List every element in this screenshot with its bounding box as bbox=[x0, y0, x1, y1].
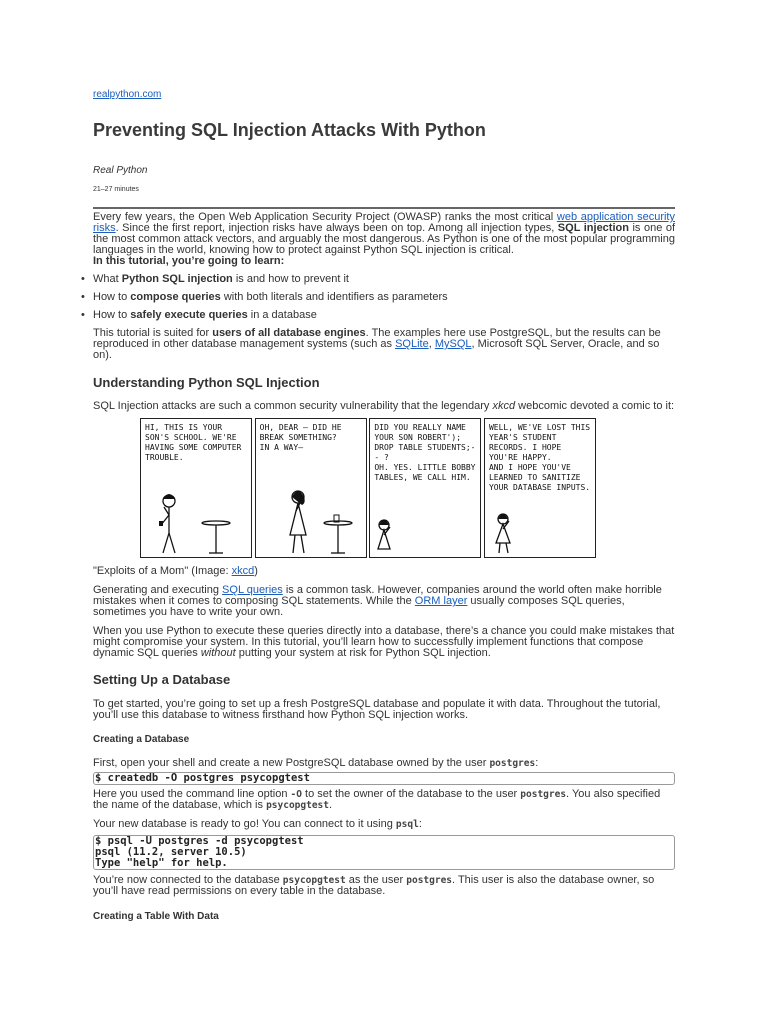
learn-heading: In this tutorial, you’re going to learn: bbox=[93, 255, 285, 267]
connected-paragraph bbox=[93, 875, 675, 897]
here-used-text: . bbox=[328, 799, 333, 811]
ready-text: : bbox=[418, 818, 422, 830]
mom-with-phone-icon bbox=[485, 477, 595, 557]
ready-paragraph bbox=[93, 819, 675, 830]
inline-code: psycopgtest bbox=[282, 875, 346, 886]
comic-panel-4 bbox=[484, 418, 596, 558]
learn-list bbox=[93, 274, 675, 321]
list-item-bold: Python SQL injection bbox=[121, 273, 233, 285]
intro-text-2: . Since the first report, injection risks have always been on top. Among all injection types, bbox=[115, 222, 558, 234]
connected-text: as the user bbox=[345, 874, 407, 886]
inline-code: psycopgtest bbox=[266, 800, 329, 811]
suited-text: This tutorial is suited for bbox=[93, 327, 213, 339]
list-item-text: is and how to prevent it bbox=[232, 273, 349, 285]
intro-text-3: is one of the most common attack vectors, and arguably the most dangerous. As Python is one of the most popular programming languages in the world, knowing how to protect against Python SQL injection is critical. bbox=[93, 222, 676, 256]
list-item-bold: compose queries bbox=[130, 291, 221, 303]
when-python-paragraph bbox=[93, 626, 675, 659]
section-heading-understanding: Understanding Python SQL Injection bbox=[93, 375, 320, 390]
code-line: $ psql -U postgres -d psycopgtest bbox=[95, 835, 304, 847]
code-line: Type "help" for help. bbox=[95, 857, 228, 869]
when-python-text: When you use Python to execute these queries directly into a database, there’s a chance you could make mistakes that might compromise your system. In this tutorial, you’ll learn how to successfully implement functions that compose dynamic SQL queries bbox=[93, 625, 675, 659]
web-app-security-risks-link[interactable]: web application security risks bbox=[93, 211, 675, 234]
list-item bbox=[93, 292, 675, 303]
suited-text: , Microsoft SQL Server, Oracle, and so on). bbox=[93, 338, 660, 361]
inline-code: psql bbox=[395, 819, 419, 830]
mysql-link[interactable]: MySQL bbox=[434, 338, 472, 350]
connected-text: . This user is also the database owner, so you’ll have read permissions on every table in the database. bbox=[93, 874, 655, 897]
here-used-text: Here you used the command line option bbox=[93, 788, 291, 800]
list-item bbox=[93, 274, 675, 285]
first-open-paragraph bbox=[93, 758, 675, 769]
stick-figure-at-table-icon bbox=[141, 477, 251, 557]
comic-intro-text: SQL Injection attacks are such a common security vulnerability that the legendary bbox=[93, 400, 493, 412]
generating-paragraph bbox=[93, 585, 675, 618]
xkcd-comic bbox=[140, 418, 596, 562]
list-item-text: What bbox=[93, 273, 122, 285]
xkcd-italic: xkcd bbox=[492, 400, 516, 412]
list-item-text: in a database bbox=[247, 309, 317, 321]
intro-bold: SQL injection bbox=[557, 222, 629, 234]
generating-text: Generating and executing bbox=[93, 584, 223, 596]
sql-queries-link[interactable]: SQL queries bbox=[222, 584, 283, 596]
suited-paragraph bbox=[93, 328, 675, 361]
section-heading-setting-up: Setting Up a Database bbox=[93, 672, 231, 687]
mom-on-phone-icon bbox=[256, 477, 366, 557]
inline-code: -O bbox=[290, 789, 302, 800]
generating-text: is a common task. However, companies around the world often make horrible mistakes when it comes to composing SQL statements. While the bbox=[93, 584, 662, 607]
suited-text: . The examples here use PostgreSQL, but the results can be reproduced in other database management systems (such as bbox=[93, 327, 661, 350]
list-item-text: How to bbox=[93, 291, 131, 303]
when-python-text: putting your system at risk for Python SQL injection. bbox=[235, 647, 491, 659]
first-open-text: : bbox=[535, 757, 539, 769]
intro-paragraph bbox=[93, 212, 675, 256]
comic-panel-text: WELL, WE'VE LOST THIS YEAR'S STUDENT RECORDS. I HOPE YOU'RE HAPPY. AND I HOPE YOU'VE LEARNED TO SANITIZE YOUR DATABASE INPUTS. bbox=[488, 423, 591, 492]
inline-code: postgres bbox=[406, 875, 453, 886]
ready-text: Your new database is ready to go! You can connect to it using bbox=[93, 818, 396, 830]
connected-text: You’re now connected to the database bbox=[93, 874, 283, 886]
comic-intro-text: webcomic devoted a comic to it: bbox=[515, 400, 675, 412]
article-body bbox=[93, 212, 675, 922]
article-title: Preventing SQL Injection Attacks With Python bbox=[93, 120, 486, 140]
author: Real Python bbox=[93, 165, 148, 176]
get-started-paragraph: To get started, you’re going to set up a fresh PostgreSQL database and populate it with data. Throughout the tutorial, you’ll use this database to witness firsthand how Python SQL injection works. bbox=[93, 698, 661, 721]
sqlite-link[interactable]: SQLite bbox=[395, 338, 429, 350]
code-line: psql (11.2, server 10.5) bbox=[95, 846, 247, 858]
comic-panel-text: OH, DEAR – DID HE BREAK SOMETHING? IN A WAY– bbox=[259, 423, 342, 452]
here-used-text: to set the owner of the database to the user bbox=[301, 788, 521, 800]
comic-panel-text: DID YOU REALLY NAME YOUR SON ROBERT'); DROP TABLE STUDENTS;-- ? OH. YES. LITTLE BOBBY TABLES, WE CALL HIM. bbox=[374, 423, 476, 482]
generating-text: usually composes SQL queries, sometimes you have to write your own. bbox=[93, 595, 625, 618]
comic-panel-3 bbox=[369, 418, 481, 558]
list-item-text: with both literals and identifiers as parameters bbox=[220, 291, 448, 303]
caption-text: "Exploits of a Mom" (Image: bbox=[93, 565, 232, 577]
subheading-creating-database: Creating a Database bbox=[93, 734, 190, 745]
xkcd-link[interactable]: xkcd bbox=[231, 565, 255, 577]
first-open-text: First, open your shell and create a new PostgreSQL database owned by the user bbox=[93, 757, 490, 769]
code-line: $ createdb -O postgres psycopgtest bbox=[95, 772, 310, 784]
orm-layer-link[interactable]: ORM layer bbox=[414, 595, 468, 607]
divider bbox=[93, 207, 675, 209]
here-used-text: . You also specified the name of the database, which is bbox=[93, 788, 661, 811]
mom-figure-icon bbox=[370, 477, 480, 557]
comic-panel-text: HI, THIS IS YOUR SON'S SCHOOL. WE'RE HAVING SOME COMPUTER TROUBLE. bbox=[145, 423, 242, 462]
list-item-bold: safely execute queries bbox=[130, 309, 248, 321]
comic-panel-2 bbox=[255, 418, 367, 558]
comic-panel-1 bbox=[140, 418, 252, 558]
inline-code: postgres bbox=[520, 789, 567, 800]
comic-intro-paragraph bbox=[93, 401, 675, 412]
code-block-createdb[interactable] bbox=[93, 772, 675, 785]
suited-bold: users of all database engines bbox=[212, 327, 366, 339]
list-item bbox=[93, 310, 675, 321]
read-time: 21–27 minutes bbox=[93, 186, 139, 193]
comic-caption bbox=[93, 566, 675, 577]
caption-text: ) bbox=[254, 565, 258, 577]
code-block-psql[interactable] bbox=[93, 835, 675, 870]
intro-text-1: Every few years, the Open Web Application Security Project (OWASP) ranks the most critical bbox=[93, 211, 557, 223]
suited-sep: , bbox=[428, 338, 435, 350]
without-italic: without bbox=[200, 647, 236, 659]
inline-code: postgres bbox=[489, 758, 536, 769]
source-link[interactable]: realpython.com bbox=[93, 89, 162, 100]
subheading-creating-table: Creating a Table With Data bbox=[93, 911, 219, 922]
list-item-text: How to bbox=[93, 309, 131, 321]
here-used-paragraph bbox=[93, 789, 675, 811]
